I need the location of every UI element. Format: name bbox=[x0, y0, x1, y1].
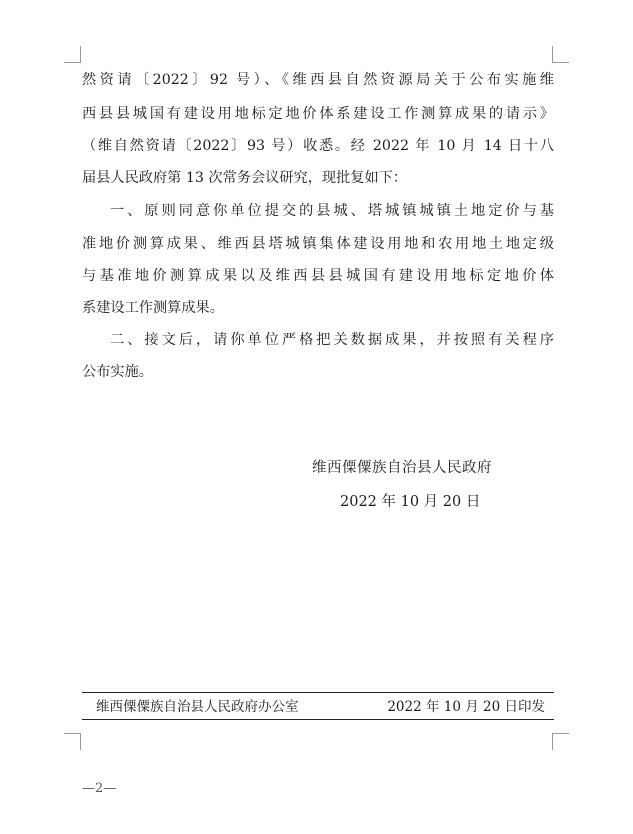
body-line: 一、原则同意你单位提交的县城、塔城镇城镇土地定价与基 bbox=[110, 203, 554, 219]
crop-mark-top-left bbox=[64, 46, 81, 63]
crop-mark-top-right bbox=[552, 46, 569, 63]
crop-mark-bottom-left bbox=[64, 733, 81, 750]
footer-issue-date: 2022 年 10 月 20 日印发 bbox=[387, 699, 545, 715]
footer-issuer: 维西傈僳族自治县人民政府办公室 bbox=[96, 699, 299, 715]
footer-rule-bottom bbox=[82, 719, 554, 720]
body-line: 届县人民政府第 13 次常务会议研究，现批复如下： bbox=[82, 170, 408, 186]
page-number: —2— bbox=[82, 781, 117, 796]
body-line: 系建设工作测算成果。 bbox=[82, 300, 224, 316]
crop-mark-bottom-right bbox=[552, 733, 569, 750]
body-line: 西县县城国有建设用地标定地价体系建设工作测算成果的请示》 bbox=[82, 106, 554, 122]
footer-rule-top bbox=[82, 692, 554, 693]
body-line: （维自然资请〔2022〕93 号）收悉。经 2022 年 10 月 14 日十八 bbox=[82, 138, 554, 154]
body-line: 二、接文后，请你单位严格把关数据成果，并按照有关程序 bbox=[110, 332, 554, 348]
signature-date: 2022 年 10 月 20 日 bbox=[340, 494, 481, 510]
body-line: 准地价测算成果、维西县塔城镇集体建设用地和农用地土地定级 bbox=[82, 236, 554, 252]
body-line: 公布实施。 bbox=[82, 364, 153, 380]
body-line: 与基准地价测算成果以及维西县县城国有建设用地标定地价体 bbox=[82, 268, 554, 284]
body-line: 然资请〔2022〕92 号）、《维西县自然资源局关于公布实施维 bbox=[82, 72, 554, 88]
signature-org: 维西傈僳族自治县人民政府 bbox=[312, 460, 492, 476]
